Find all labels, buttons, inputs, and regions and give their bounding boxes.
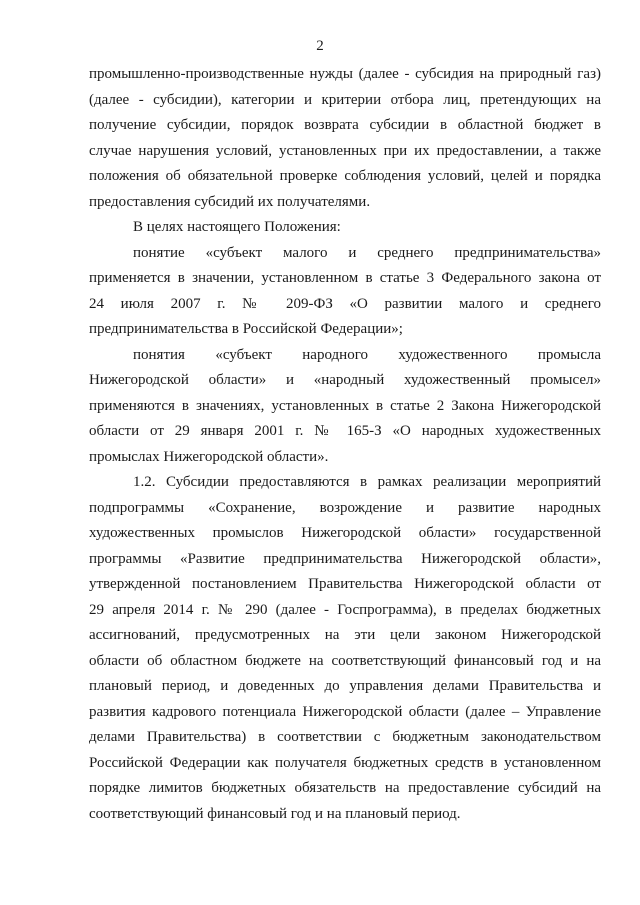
text-line: художественных промыслов Нижегородской области» государственной xyxy=(89,525,601,541)
paragraph-folk-crafts-definition xyxy=(89,343,601,471)
text-line: 24 июля 2007 г. № 209-ФЗ «О развитии малого и среднего xyxy=(89,295,601,312)
paragraph-purpose xyxy=(89,62,601,215)
text-line: применяются в значениях, установленных в статье 2 Закона Нижегородской xyxy=(89,397,601,414)
text-line: предоставления субсидий их получателями. xyxy=(89,193,371,210)
page-number: 2 xyxy=(316,38,324,54)
text-line: получение субсидии, порядок возврата субсидии в областной бюджет в xyxy=(89,117,601,133)
text-line: случае нарушения условий, установленных при их предоставлении, а также xyxy=(89,142,601,159)
text-line: предпринимательства в Российской Федерации»; xyxy=(89,321,403,337)
text-line: подпрограммы «Сохранение, возрождение и развитие народных xyxy=(89,499,601,516)
text-line: 1.2. Субсидии предоставляются в рамках реализации мероприятий xyxy=(133,474,601,490)
text-line: применяется в значении, установленном в статье 3 Федерального закона от xyxy=(89,270,601,286)
text-line: Российской Федерации как получателя бюджетных средств в установленном xyxy=(89,754,601,771)
text-line: промыслах Нижегородской области». xyxy=(89,448,329,465)
text-line: 29 апреля 2014 г. № 290 (далее - Госпрограмма), в пределах бюджетных xyxy=(89,601,601,618)
paragraph-sme-definition xyxy=(89,241,601,343)
text-line: порядке лимитов бюджетных обязательств на предоставление субсидий на xyxy=(89,780,601,796)
text-line: соответствующий финансовый год и на плановый период. xyxy=(89,805,461,822)
text-line: утвержденной постановлением Правительства Нижегородской области от xyxy=(89,576,601,592)
paragraph-definitions-intro xyxy=(89,215,601,241)
text-line: понятия «субъект народного художественного промысла xyxy=(133,346,601,363)
text-line: развития кадрового потенциала Нижегородской области (далее – Управление xyxy=(89,703,601,720)
text-line: ассигнований, предусмотренных на эти цели законом Нижегородской xyxy=(89,627,601,643)
text-line: В целях настоящего Положения: xyxy=(133,219,341,235)
document-body xyxy=(89,62,601,827)
paragraph-section-1-2 xyxy=(89,470,601,827)
text-line: области от 29 января 2001 г. № 165-З «О народных художественных xyxy=(89,423,601,439)
text-line: области об областном бюджете на соответствующий финансовый год и на xyxy=(89,652,601,669)
text-line: (далее - субсидии), категории и критерии отбора лиц, претендующих на xyxy=(89,91,601,108)
text-line: делами Правительства) в соответствии с бюджетным законодательством xyxy=(89,729,601,745)
text-line: Нижегородской области» и «народный художественный промысел» xyxy=(89,372,601,388)
text-line: положения об обязательной проверке соблюдения условий, целей и порядка xyxy=(89,168,601,184)
text-line: понятие «субъект малого и среднего предпринимательства» xyxy=(133,244,601,261)
text-line: промышленно-производственные нужды (далее - субсидия на природный газ) xyxy=(89,66,601,82)
text-line: программы «Развитие предпринимательства Нижегородской области», xyxy=(89,550,601,567)
text-line: плановый период, и доведенных до управления делами Правительства и xyxy=(89,678,601,694)
